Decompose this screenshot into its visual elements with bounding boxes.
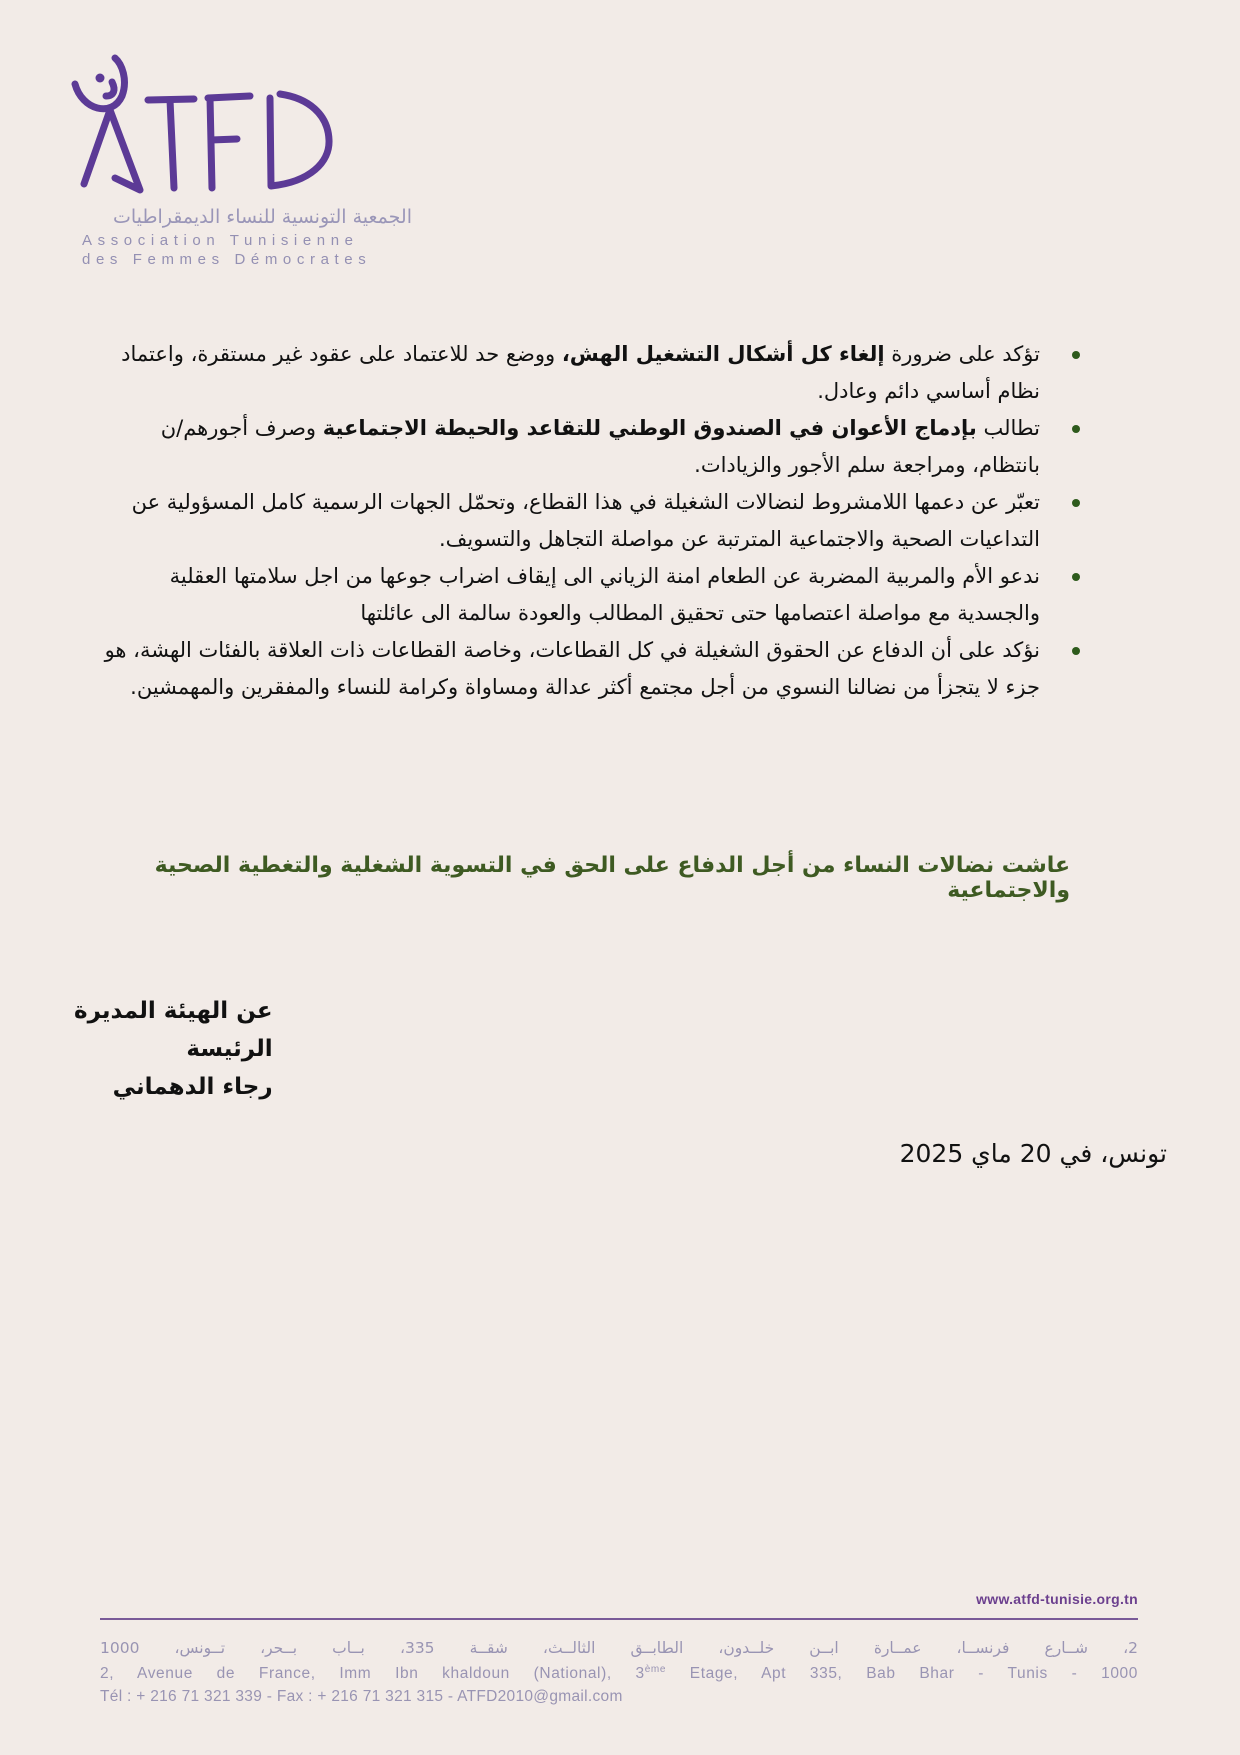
website-link[interactable]: www.atfd-tunisie.org.tn	[976, 1591, 1138, 1607]
list-item: تؤكد على ضرورة إلغاء كل أشكال التشغيل الهش، ووضع حد للاعتماد على عقود غير مستقرة، واعتماد نظام أساسي دائم وعادل.	[95, 336, 1080, 410]
list-item: ندعو الأم والمربية المضربة عن الطعام امنة الزياني الى إيقاف اضراب جوعها من اجل سلامتها العقلية والجسدية مع مواصلة اعتصامها حتى تحقيق المطالب والعودة سالمة الى عائلتها	[95, 558, 1080, 632]
list-item: نؤكد على أن الدفاع عن الحقوق الشغيلة في كل القطاعات، وخاصة القطاعات ذات العلاقة بالفئات الهشة، هو جزء لا يتجزأ من نضالنا النسوي من أجل مجتمع أكثر عدالة ومساواة وكرامة للنساء والمفقرين والمهمشين.	[95, 632, 1080, 706]
signature-title: الرئيسة	[186, 1036, 273, 1062]
bullet-icon	[1072, 351, 1080, 359]
logo-arabic-name: الجمعية التونسية للنساء الديمقراطيات	[113, 206, 412, 228]
bullet-icon	[1072, 499, 1080, 507]
logo-letter-d	[70, 52, 410, 202]
signature-board: عن الهيئة المديرة	[74, 998, 273, 1024]
signature-name: رجاء الدهماني	[112, 1074, 273, 1100]
logo-french-name-line1: Association Tunisienne	[82, 232, 359, 249]
list-item: تعبّر عن دعمها اللامشروط لنضالات الشغيلة في هذا القطاع، وتحمّل الجهات الرسمية كامل المسؤولية عن التداعيات الصحية والاجتماعية المترتبة عن مواصلة التجاهل والتسويف.	[95, 484, 1080, 558]
bullet-icon	[1072, 425, 1080, 433]
atfd-logo	[70, 52, 410, 272]
document-date: تونس، في 20 ماي 2025	[899, 1139, 1167, 1168]
list-item: تطالب بإدماج الأعوان في الصندوق الوطني للتقاعد والحيطة الاجتماعية وصرف أجورهم/ن بانتظام، ومراجعة سلم الأجور والزيادات.	[95, 410, 1080, 484]
logo-french-name-line2: des Femmes Démocrates	[82, 251, 372, 268]
demands-list	[95, 336, 1080, 706]
footer-address-arabic: 2، شــارع فرنســا، عمــارة ابــن خلــدون، الطابــق الثالــث، شقــة 335، بــاب بــحر، تــونس، 1000	[100, 1639, 1139, 1657]
bullet-icon	[1072, 647, 1080, 655]
footer-contact: Tél : + 216 71 321 339 - Fax : + 216 71 321 315 - ATFD2010@gmail.com	[100, 1688, 623, 1705]
bullet-icon	[1072, 573, 1080, 581]
closing-slogan: عاشت نضالات النساء من أجل الدفاع على الحق في التسوية الشغلية والتغطية الصحية والاجتماعية	[154, 853, 1070, 903]
signature-block	[74, 992, 273, 1106]
footer-address-french: 2, Avenue de France, Imm Ibn khaldoun (National), 3ème Etage, Apt 335, Bab Bhar - Tunis - 1000	[100, 1664, 1138, 1683]
footer-divider	[100, 1618, 1138, 1620]
